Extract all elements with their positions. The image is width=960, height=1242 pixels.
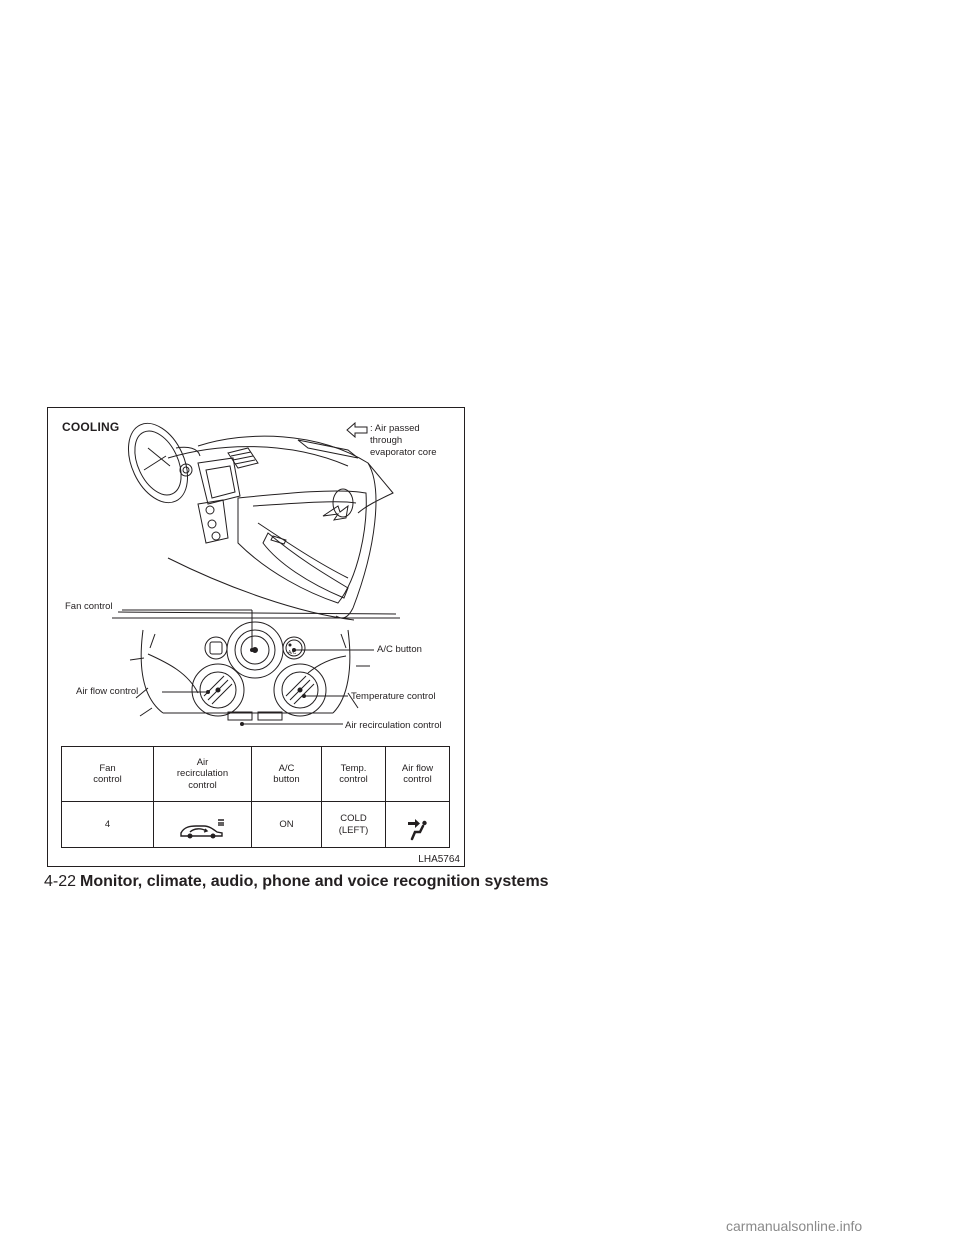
cell-temperature: COLD (LEFT) <box>322 802 386 848</box>
watermark: carmanualsonline.info <box>726 1218 863 1234</box>
legend <box>346 417 464 465</box>
ac-knob-label: A/C <box>288 650 297 656</box>
figure-code: LHA5764 <box>418 854 460 865</box>
header-air-recirculation: Air recirculation control <box>154 747 252 802</box>
callout-air-flow-control: Air flow control <box>76 686 139 697</box>
vent-face-airflow-icon <box>406 817 430 841</box>
header-fan-control: Fan control <box>62 747 154 802</box>
hollow-arrow-icon <box>346 422 368 438</box>
cell-fan-speed: 4 <box>62 802 154 848</box>
figure-title: COOLING <box>62 420 120 434</box>
cell-ac-state: ON <box>252 802 322 848</box>
air-recirculation-car-icon <box>178 818 228 840</box>
header-ac-button: A/C button <box>252 747 322 802</box>
page-number: 4-22 <box>44 873 77 890</box>
callout-temperature-control: Temperature control <box>351 691 436 702</box>
callout-air-recirculation-control: Air recirculation control <box>345 720 442 731</box>
page-footer <box>44 873 944 899</box>
header-air-flow-control: Air flow control <box>386 747 450 802</box>
callout-fan-control: Fan control <box>65 601 113 612</box>
callout-ac-button: A/C button <box>377 644 422 655</box>
header-temp-control: Temp. control <box>322 747 386 802</box>
cell-air-flow <box>386 802 450 848</box>
section-title: Monitor, climate, audio, phone and voice recognition systems <box>80 873 549 890</box>
legend-text: : Air passed through evaporator core <box>370 423 437 458</box>
settings-table <box>61 746 450 848</box>
cell-recirculation <box>154 802 252 848</box>
cooling-figure <box>47 407 465 867</box>
table-row <box>62 802 450 848</box>
table-header-row <box>62 747 450 802</box>
